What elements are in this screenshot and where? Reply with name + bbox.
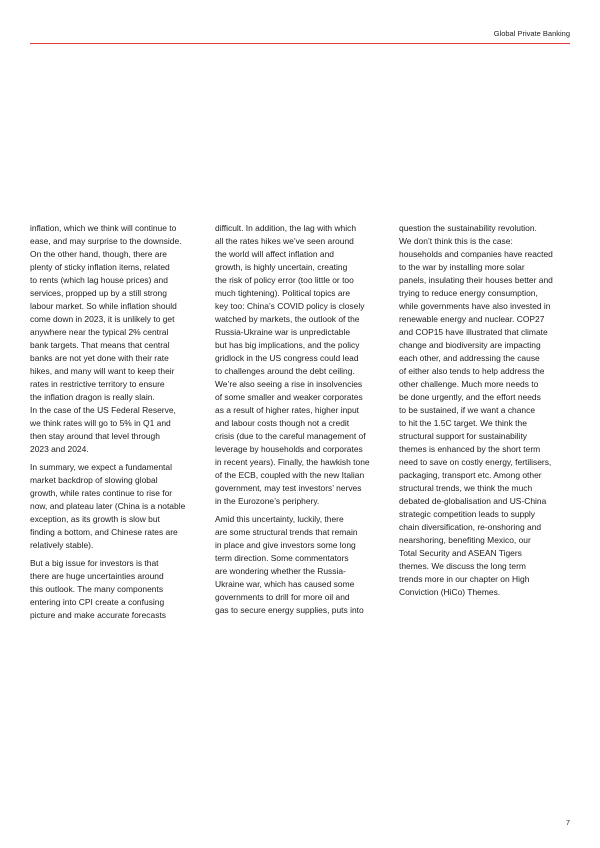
text-line: in the Eurozone’s periphery. [215, 496, 320, 506]
text-line: need to save on costly energy, fertilisers, [399, 457, 552, 467]
text-line: and labour costs though not a credit [215, 418, 350, 428]
text-line: to hit the 1.5C target. We think the [399, 418, 527, 428]
text-line: difficult. In addition, the lag with which [215, 223, 357, 233]
text-line: Total Security and ASEAN Tigers [399, 548, 522, 558]
text-line: the risk of policy error (too little or too [215, 275, 354, 285]
text-line: ease, and may surprise to the downside. [30, 236, 182, 246]
text-line: be done urgently, and the effort needs [399, 392, 541, 402]
text-line: households and companies have reacted [399, 249, 553, 259]
text-line: we think rates will go to 5% in Q1 and [30, 418, 171, 428]
text-line: leverage by households and corporates [215, 444, 363, 454]
text-line: structural trends, we think the much [399, 483, 533, 493]
text-line: picture and make accurate forecasts [30, 610, 167, 620]
text-line: the inflation dragon is really slain. [30, 392, 155, 402]
running-header: Global Private Banking [493, 29, 570, 38]
text-line: watched by markets, the outlook of the [215, 314, 360, 324]
text-line: are some structural trends that remain [215, 527, 358, 537]
text-line: growth, is highly uncertain, creating [215, 262, 348, 272]
text-line: rates in restrictive territory to ensure [30, 379, 165, 389]
text-line: finding a bottom, and Chinese rates are [30, 527, 178, 537]
text-column-3 [399, 222, 574, 599]
text-line: question the sustainability revolution. [399, 223, 537, 233]
text-line: nearshoring, benefiting Mexico, our [399, 535, 531, 545]
text-line: change and biodiversity are impacting [399, 340, 541, 350]
text-line: panels, insulating their houses better and [399, 275, 553, 285]
text-line: key too: China’s COVID policy is closely [215, 301, 365, 311]
text-line: In the case of the US Federal Reserve, [30, 405, 176, 415]
text-line: there are huge uncertainties around [30, 571, 164, 581]
text-line: But a big issue for investors is that [30, 558, 159, 568]
header-divider [30, 43, 570, 44]
text-line: are wondering whether the Russia- [215, 566, 346, 576]
text-line: in recent years). Finally, the hawkish tone [215, 457, 370, 467]
text-column-1 [30, 222, 205, 622]
text-line: the world will affect inflation and [215, 249, 334, 259]
text-line: government, may test investors’ nerves [215, 483, 362, 493]
text-line: bank targets. That means that central [30, 340, 170, 350]
text-line: of some smaller and weaker corporates [215, 392, 363, 402]
text-line: trying to reduce energy consumption, [399, 288, 538, 298]
text-line: while governments have also invested in [399, 301, 551, 311]
text-line: hikes, and many will want to keep their [30, 366, 175, 376]
text-line: Ukraine war, which has caused some [215, 579, 355, 589]
text-line: gridlock in the US congress could lead [215, 353, 359, 363]
text-line: plenty of sticky inflation items, related [30, 262, 170, 272]
text-line: gas to secure energy supplies, puts into [215, 605, 364, 615]
text-line: banks are not yet done with their rate [30, 353, 169, 363]
text-line: market backdrop of slowing global [30, 475, 158, 485]
text-line: chain diversification, re-onshoring and [399, 522, 542, 532]
text-line: Conviction (HiCo) Themes. [399, 587, 501, 597]
text-line: but has big implications, and the policy [215, 340, 360, 350]
text-line: much tightening). Political topics are [215, 288, 351, 298]
text-line: relatively stable). [30, 540, 94, 550]
text-line: We’re also seeing a rise in insolvencies [215, 379, 363, 389]
text-line: services, propped up by a still strong [30, 288, 167, 298]
text-line: of either also tends to help address the [399, 366, 545, 376]
text-line: crisis (due to the careful management of [215, 431, 366, 441]
text-line: come down in 2023, it is unlikely to get [30, 314, 175, 324]
text-line: exception, as its growth is slow but [30, 514, 160, 524]
text-line: packaging, transport etc. Among other [399, 470, 542, 480]
text-line: renewable energy and nuclear. COP27 [399, 314, 545, 324]
text-column-2 [215, 222, 390, 617]
text-line: this outlook. The many components [30, 584, 164, 594]
text-line: to the war by installing more solar [399, 262, 525, 272]
text-line: Russia-Ukraine war is unpredictable [215, 327, 351, 337]
text-line: now, and plateau later (China is a notable [30, 501, 186, 511]
text-line: anywhere near the typical 2% central [30, 327, 169, 337]
text-line: to rents (which lag house prices) and [30, 275, 168, 285]
text-line: to be sustained, if we want a chance [399, 405, 536, 415]
text-line: to challenges around the debt ceiling. [215, 366, 355, 376]
text-line: all the rates hikes we’ve seen around [215, 236, 354, 246]
text-line: themes is enhanced by the short term [399, 444, 541, 454]
text-line: debated de-globalisation and US-China [399, 496, 547, 506]
text-line: each other, and addressing the cause [399, 353, 540, 363]
text-line: We don’t think this is the case: [399, 236, 513, 246]
text-line: growth, while rates continue to rise for [30, 488, 173, 498]
text-line: in place and give investors some long [215, 540, 356, 550]
text-line: strategic competition leads to supply [399, 509, 536, 519]
text-line: themes. We discuss the long term [399, 561, 526, 571]
text-line: In summary, we expect a fundamental [30, 462, 172, 472]
text-line: On the other hand, though, there are [30, 249, 167, 259]
text-line: of the ECB, coupled with the new Italian [215, 470, 365, 480]
text-line: 2023 and 2024. [30, 444, 89, 454]
page-number: 7 [565, 818, 570, 827]
text-line: inflation, which we think will continue to [30, 223, 177, 233]
text-line: structural support for sustainability [399, 431, 528, 441]
text-line: and COP15 have illustrated that climate [399, 327, 548, 337]
text-line: term direction. Some commentators [215, 553, 349, 563]
text-line: governments to drill for more oil and [215, 592, 350, 602]
text-line: labour market. So while inflation should [30, 301, 177, 311]
text-line: entering into CPI create a confusing [30, 597, 165, 607]
text-line: then stay around that level through [30, 431, 160, 441]
text-line: other challenge. Much more needs to [399, 379, 539, 389]
text-line: trends more in our chapter on High [399, 574, 530, 584]
text-line: Amid this uncertainty, luckily, there [215, 514, 344, 524]
text-line: as a result of higher rates, higher input [215, 405, 359, 415]
